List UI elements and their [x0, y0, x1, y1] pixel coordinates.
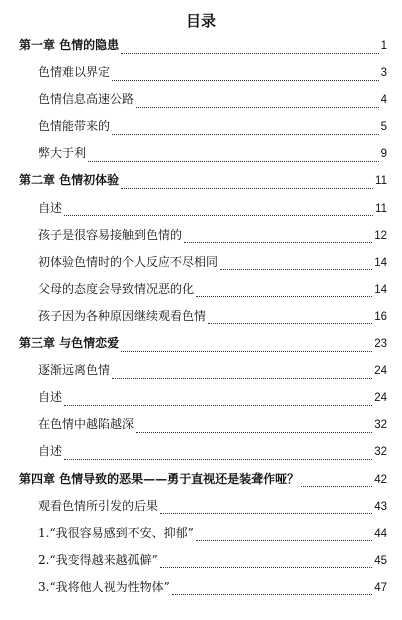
dot-leader [121, 187, 373, 189]
toc-page-number: 5 [380, 121, 387, 134]
toc-page-number: 12 [374, 229, 387, 242]
toc-chapter-entry[interactable] [19, 334, 387, 361]
toc-section-entry[interactable] [19, 578, 387, 605]
toc-section-entry[interactable] [19, 90, 387, 117]
toc-page-number: 24 [374, 365, 387, 378]
toc-section-entry[interactable] [19, 524, 387, 551]
toc-page-number: 44 [374, 527, 387, 540]
dot-leader [208, 322, 372, 324]
toc-chapter-entry[interactable] [19, 470, 387, 497]
toc-chapter-entry[interactable] [19, 171, 387, 198]
toc-section-entry[interactable] [19, 551, 387, 578]
toc-page-number: 4 [380, 94, 387, 107]
toc-entry-label: 1.“我很容易感到不安、抑郁” [38, 525, 194, 540]
toc-section-entry[interactable] [19, 388, 387, 415]
toc-entry-label: 自述 [38, 200, 63, 215]
toc-section-entry[interactable] [19, 280, 387, 307]
toc-section-entry[interactable] [19, 415, 387, 442]
toc-title: 目录 [185, 12, 216, 30]
toc-page-number: 23 [374, 338, 387, 351]
toc-page-number: 45 [374, 554, 387, 567]
toc-section-entry[interactable] [19, 117, 387, 144]
dot-leader [136, 106, 379, 108]
toc-page-number: 9 [380, 148, 387, 161]
dot-leader [172, 593, 372, 595]
toc-entry-label: 2.“我变得越来越孤僻” [38, 552, 158, 567]
toc-entry-label: 父母的态度会导致情况恶的化 [38, 281, 195, 296]
toc-chapter-entry[interactable] [19, 36, 387, 63]
toc-page-number: 14 [374, 256, 387, 269]
toc-page-number: 16 [374, 310, 387, 323]
dot-leader [112, 79, 379, 81]
toc-entry-label: 第一章 色情的隐患 [19, 38, 120, 52]
toc-section-entry[interactable] [19, 144, 387, 171]
toc-entry-label: 自述 [38, 444, 63, 459]
dot-leader [64, 404, 372, 406]
dot-leader [220, 268, 372, 270]
toc-entry-label: 色情能带来的 [38, 119, 111, 134]
dot-leader [136, 431, 372, 433]
toc-page-number: 32 [374, 446, 387, 459]
toc-page-number: 42 [374, 473, 387, 486]
dot-leader [64, 458, 372, 460]
toc-entry-label: 3.“我将他人视为性物体” [38, 579, 170, 594]
toc-section-entry[interactable] [19, 226, 387, 253]
toc-page-number: 43 [374, 500, 387, 513]
toc-section-entry[interactable] [19, 63, 387, 90]
dot-leader [121, 52, 378, 54]
dot-leader [64, 214, 373, 216]
dot-leader [88, 160, 379, 162]
dot-leader [184, 241, 372, 243]
dot-leader [121, 350, 372, 352]
toc-entry-label: 色情信息高速公路 [38, 92, 135, 107]
toc-page-number: 1 [380, 40, 387, 52]
toc-entry-label: 孩子因为各种原因继续观看色情 [38, 308, 207, 323]
toc-page-number: 3 [380, 67, 387, 80]
dot-leader [160, 512, 372, 514]
toc-section-entry[interactable] [19, 253, 387, 280]
toc-section-entry[interactable] [19, 361, 387, 388]
dot-leader [160, 566, 372, 568]
dot-leader [196, 295, 372, 297]
toc-section-entry[interactable] [19, 442, 387, 469]
toc-entry-label: 孩子是很容易接触到色情的 [38, 227, 183, 242]
toc-page-number: 11 [375, 175, 387, 188]
toc-entry-label: 第三章 与色情恋爱 [19, 336, 120, 351]
toc-page-number: 11 [375, 202, 387, 215]
toc-page-number: 24 [374, 392, 387, 405]
toc-entry-label: 自述 [38, 390, 63, 405]
dot-leader [112, 377, 372, 379]
table-of-contents [19, 36, 387, 605]
toc-entry-label: 逐渐远离色情 [38, 363, 111, 378]
dot-leader [196, 539, 372, 541]
toc-entry-label: 色情难以界定 [38, 65, 111, 80]
toc-entry-label: 弊大于利 [38, 146, 87, 161]
toc-section-entry[interactable] [19, 497, 387, 524]
toc-entry-label: 在色情中越陷越深 [38, 417, 135, 432]
toc-entry-label: 第二章 色情初体验 [19, 173, 120, 188]
dot-leader [112, 133, 379, 135]
toc-page-number: 47 [374, 581, 387, 594]
toc-entry-label: 第四章 色情导致的恶果——勇于直视还是装聋作哑？ [19, 471, 300, 486]
toc-page-number: 32 [374, 419, 387, 432]
toc-section-entry[interactable] [19, 307, 387, 334]
dot-leader [301, 485, 372, 487]
toc-entry-label: 初体验色情时的个人反应不尽相同 [38, 254, 219, 269]
toc-section-entry[interactable] [19, 199, 387, 226]
toc-entry-label: 观看色情所引发的后果 [38, 498, 159, 513]
toc-page-number: 14 [374, 283, 387, 296]
